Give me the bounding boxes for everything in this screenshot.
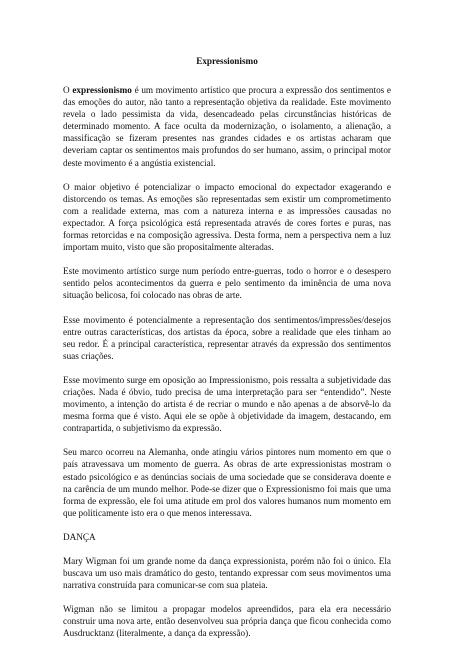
- paragraph-objective: O maior objetivo é potencializar o impacto emocional do expectador exagerando e distorcendo os temas. As emoções são representadas sem existir um comprometimento com a realidade externa, mas com a natureza interna e as impressões causadas no expectador. A força psicológica está representada através de cores fortes e puras, nas formas retorcidas e na composição agressiva. Desta forma, nem a perspectiva nem a luz importam muito, visto que são propositalmente alteradas.: [63, 181, 391, 253]
- term-expressionismo: expressionismo: [72, 85, 132, 95]
- paragraph-intro-lead: O: [63, 85, 73, 95]
- paragraph-germany: Seu marco ocorreu na Alemanha, onde atingiu vários pintores num momento em que o país atravessava um momento de guerra. As obras de arte expressionistas mostram o estado psicológico e as denúncias sociais de uma sociedade que se considerava doente e na carência de um mundo melhor. Pode-se dizer que o Expressionismo foi mais que uma forma de expressão, ele foi uma atitude em prol dos valores humanos num momento em que politicamente isto era o que menos interessava.: [63, 447, 391, 518]
- paragraph-intro: [63, 84, 391, 169]
- paragraph-intro-rest: é um movimento artístico que procura a expressão dos sentimentos e das emoções do autor, não tanto a representação objetiva da realidade. Este movimento revela o lado pessimista da vida, desencadeado pelas circunstâncias históricas de determinado momento. A face oculta da modernização, o isolamento, a alienação, a massificação se fizeram presentes nas grandes cidades e os artistas acharam que deveriam captar os sentimentos mais profundos do ser humano, assim, o principal motor deste movimento é a angústia existencial.: [63, 85, 392, 168]
- paragraph-interwar: Este movimento artístico surge num período entre-guerras, todo o horror e o desespero sentido pelos acontecimentos da guerra e pelo sentimento da iminência de uma nova situação belicosa, foi colocado nas obras de arte.: [63, 266, 391, 301]
- document-title: Expressionismo: [196, 56, 258, 66]
- paragraph-wigman: Mary Wigman foi um grande nome da dança expressionista, porém não foi o único. Ela buscava um uso mais dramático do gesto, tentando expressar com seus movimentos uma narrativa construída para comunicar-se com sua plateia.: [63, 555, 391, 591]
- paragraph-ausdruckstanz: Wigman não se limitou a propagar modelos apreendidos, para ela era necessário construir uma nova arte, então desenvolveu sua própria dança que ficou conhecida como Ausdrucktanz (literalmente, a dança da expressão).: [63, 604, 391, 639]
- paragraph-opposition: Esse movimento surge em oposição ao Impressionismo, pois ressalta a subjetividade das criações. Nada é óbvio, tudo precisa de uma interpretação para ser “entendido”. Neste movimento, a intenção do artista é de recriar o mundo e não apenas a de absorvê-lo da mesma forma que é visto. Aqui ele se opõe à objetividade da imagem, destacando, em contrapartida, o subjetivismo da expressão.: [63, 374, 391, 434]
- section-heading-danca: DANÇA: [63, 531, 96, 542]
- document-page: [63, 55, 391, 651]
- paragraph-representation: Esse movimento é potencialmente a representação dos sentimentos/impressões/desejos entre outras características, dos artistas da época, sobre a realidade que eles tinham ao seu redor. É a principal característica, representar através da expressão dos sentimentos suas criações.: [63, 314, 391, 361]
